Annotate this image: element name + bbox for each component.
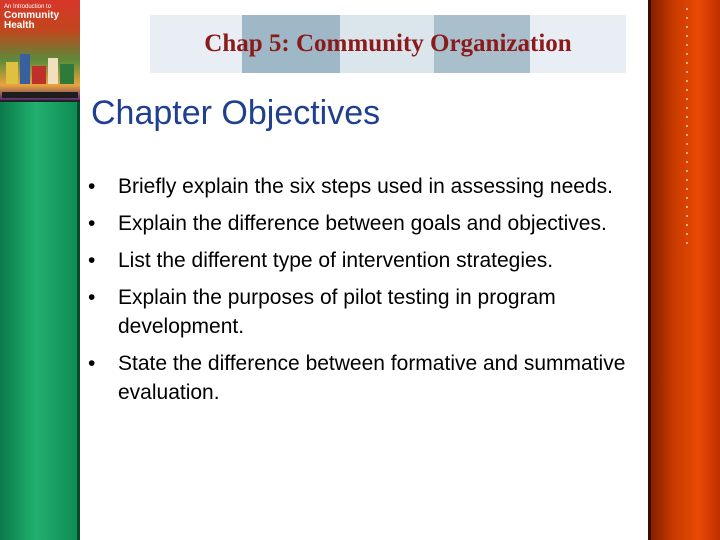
bullet-icon: • — [88, 249, 96, 272]
cover-authors-strip — [2, 92, 78, 98]
bullet-icon: • — [88, 286, 96, 309]
chapter-title: Chap 5: Community Organization — [204, 30, 572, 57]
cover-title-health: Health — [4, 20, 35, 31]
cover-illustration — [6, 46, 74, 84]
chapter-banner — [150, 15, 626, 73]
bullet-text: List the different type of intervention strategies. — [118, 249, 554, 272]
bullet-text: Briefly explain the six steps used in assessing needs. — [118, 175, 613, 198]
book-cover-image — [0, 0, 80, 102]
list-item — [86, 172, 634, 201]
bullet-icon: • — [88, 212, 96, 235]
cover-title-community: Community — [4, 10, 59, 21]
dotted-line — [686, 8, 688, 248]
bullet-text: Explain the difference between goals and objectives. — [118, 212, 607, 235]
bullet-text: Explain the purposes of pilot testing in program development. — [118, 286, 556, 338]
slide-heading: Chapter Objectives — [91, 94, 381, 132]
list-item — [86, 283, 634, 341]
list-item — [86, 209, 634, 238]
list-item — [86, 349, 634, 407]
cover-subtitle: An Introduction to — [4, 4, 52, 10]
list-item — [86, 246, 634, 275]
bullet-icon: • — [88, 175, 96, 198]
bullet-icon: • — [88, 352, 96, 375]
objectives-list — [86, 172, 634, 415]
right-orange-bar — [648, 0, 720, 540]
bullet-text: State the difference between formative and summative evaluation. — [118, 352, 626, 404]
